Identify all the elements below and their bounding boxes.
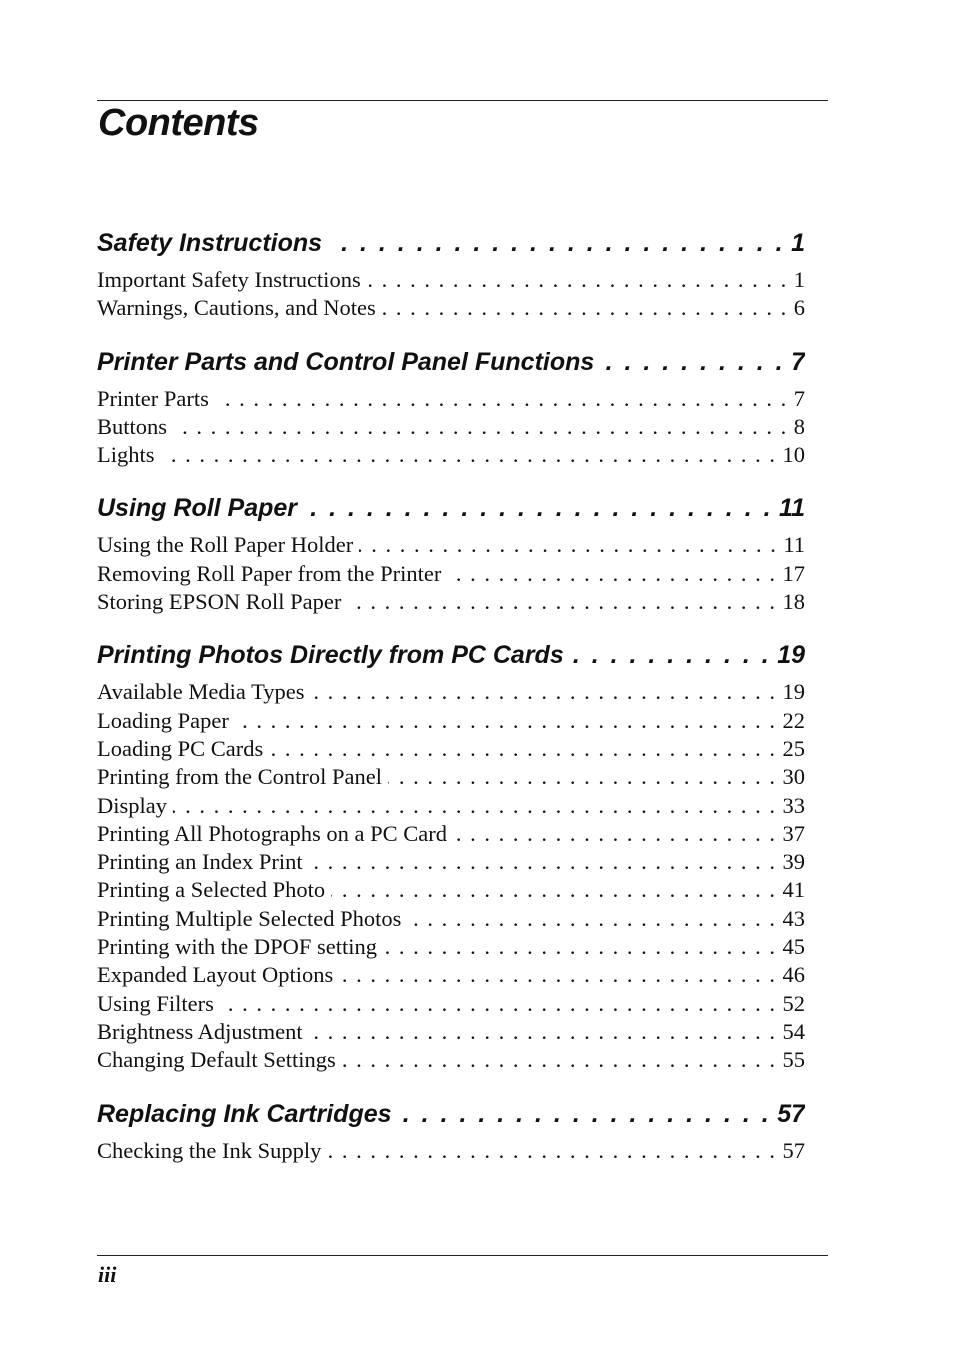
entry-page-number: 52 <box>782 990 805 1016</box>
section-title: Printing Photos Directly from PC Cards <box>97 641 564 670</box>
entry-title: Using the Roll Paper Holder <box>97 532 354 558</box>
toc-section-heading[interactable] <box>97 222 805 264</box>
entry-title: Checking the Ink Supply <box>97 1137 322 1163</box>
toc-section <box>97 634 805 1074</box>
dot-leader <box>309 848 777 876</box>
entry-page-number: 55 <box>782 1047 805 1073</box>
entry-title: Loading PC Cards <box>97 735 264 761</box>
toc-section-heading[interactable] <box>97 487 805 529</box>
toc-entry[interactable] <box>97 905 805 933</box>
entry-page-number: 10 <box>782 442 805 468</box>
toc-entry[interactable] <box>97 735 805 763</box>
entry-title: Important Safety Instructions <box>97 267 361 292</box>
toc-entry[interactable] <box>97 961 805 989</box>
dot-leader <box>383 933 776 961</box>
entry-title: Buttons <box>97 413 168 439</box>
dot-leader <box>173 413 788 441</box>
section-page-number: 57 <box>777 1099 805 1128</box>
entry-page-number: 33 <box>782 792 805 818</box>
toc-entry[interactable] <box>97 820 805 848</box>
dot-leader <box>382 294 788 322</box>
toc-entry[interactable] <box>97 707 805 735</box>
entry-title: Storing EPSON Roll Paper <box>97 589 342 615</box>
section-page-number: 7 <box>791 347 805 376</box>
dot-leader <box>398 1093 772 1135</box>
dot-leader <box>215 385 788 413</box>
toc-entry[interactable] <box>97 763 805 791</box>
toc-entry[interactable] <box>97 1018 805 1046</box>
toc-entry-list <box>97 385 805 470</box>
dot-leader <box>347 588 776 616</box>
entry-title: Printing All Photographs on a PC Card <box>97 820 448 846</box>
toc-entry-list <box>97 678 805 1074</box>
entry-title: Printing Multiple Selected Photos <box>97 905 402 931</box>
toc-entry[interactable] <box>97 560 805 588</box>
entry-page-number: 57 <box>782 1137 805 1163</box>
dot-leader <box>447 560 776 588</box>
entry-title: Removing Roll Paper from the Printer <box>97 560 442 586</box>
entry-page-number: 17 <box>782 560 805 586</box>
toc-section-heading[interactable] <box>97 1093 805 1135</box>
entry-page-number: 25 <box>782 735 805 761</box>
toc-entry[interactable] <box>97 933 805 961</box>
section-title: Printer Parts and Control Panel Functions <box>97 347 595 376</box>
page-number: iii <box>98 1262 117 1287</box>
entry-title: Available Media Types <box>97 679 305 705</box>
toc-entry[interactable] <box>97 441 805 469</box>
entry-page-number: 37 <box>782 820 805 846</box>
entry-page-number: 30 <box>782 764 805 790</box>
toc-entry[interactable] <box>97 531 805 559</box>
entry-title: Display <box>97 792 167 818</box>
toc-entry[interactable] <box>97 792 805 820</box>
entry-page-number: 39 <box>782 849 805 875</box>
entry-page-number: 6 <box>793 295 805 321</box>
toc-entry[interactable] <box>97 588 805 616</box>
section-title: Replacing Ink Cartridges <box>97 1099 392 1128</box>
dot-leader <box>342 1046 777 1074</box>
toc-entry-list <box>97 1137 805 1165</box>
table-of-contents <box>97 222 805 1183</box>
dot-leader <box>235 707 777 735</box>
toc-entry[interactable] <box>97 876 805 904</box>
entry-page-number: 45 <box>782 934 805 960</box>
entry-title: Printing with the DPOF setting <box>97 934 378 960</box>
entry-page-number: 18 <box>782 589 805 615</box>
dot-leader <box>220 990 777 1018</box>
dot-leader <box>327 1137 776 1165</box>
dot-leader <box>453 820 776 848</box>
toc-entry[interactable] <box>97 1046 805 1074</box>
entry-title: Expanded Layout Options <box>97 962 334 988</box>
dot-leader <box>388 763 777 791</box>
dot-leader <box>367 266 788 294</box>
dot-leader <box>359 531 777 559</box>
entry-title: Using Filters <box>97 990 214 1016</box>
entry-title: Changing Default Settings <box>97 1047 336 1073</box>
entry-title: Warnings, Cautions, and Notes <box>97 295 376 321</box>
toc-entry[interactable] <box>97 678 805 706</box>
toc-entry-list <box>97 531 805 616</box>
toc-section <box>97 222 805 323</box>
toc-entry[interactable] <box>97 990 805 1018</box>
toc-entry[interactable] <box>97 848 805 876</box>
entry-page-number: 54 <box>782 1018 805 1044</box>
section-page-number: 1 <box>791 229 805 257</box>
dot-leader <box>331 876 776 904</box>
entry-page-number: 22 <box>782 707 805 733</box>
entry-page-number: 1 <box>793 267 805 292</box>
dot-leader <box>161 441 777 469</box>
bottom-rule <box>97 1255 828 1256</box>
toc-entry-list <box>97 266 805 323</box>
entry-title: Lights <box>97 442 155 468</box>
section-title: Safety Instructions <box>97 229 323 257</box>
entry-title: Loading Paper <box>97 707 229 733</box>
entry-title: Printing an Index Print <box>97 849 303 875</box>
toc-section <box>97 1093 805 1165</box>
toc-entry[interactable] <box>97 266 805 294</box>
dot-leader <box>303 487 773 529</box>
toc-section-heading[interactable] <box>97 634 805 676</box>
entry-page-number: 8 <box>793 413 805 439</box>
dot-leader <box>269 735 776 763</box>
entry-title: Printer Parts <box>97 385 209 411</box>
entry-page-number: 19 <box>782 679 805 705</box>
entry-page-number: 11 <box>783 532 805 558</box>
dot-leader <box>309 1018 777 1046</box>
section-page-number: 11 <box>779 494 805 523</box>
entry-page-number: 46 <box>782 962 805 988</box>
section-title: Using Roll Paper <box>97 494 298 523</box>
dot-leader <box>173 792 777 820</box>
entry-page-number: 7 <box>793 385 805 411</box>
section-page-number: 19 <box>777 641 805 670</box>
entry-title: Printing a Selected Photo <box>97 877 326 903</box>
toc-section-heading[interactable] <box>97 341 805 383</box>
entry-title: Printing from the Control Panel <box>97 764 382 790</box>
entry-title: Brightness Adjustment <box>97 1018 303 1044</box>
toc-entry[interactable] <box>97 294 805 322</box>
dot-leader <box>570 634 771 676</box>
toc-entry[interactable] <box>97 413 805 441</box>
dot-leader <box>339 961 776 989</box>
dot-leader <box>311 678 777 706</box>
entry-page-number: 41 <box>782 877 805 903</box>
dot-leader <box>600 341 785 383</box>
toc-entry[interactable] <box>97 1137 805 1165</box>
toc-section <box>97 341 805 470</box>
toc-section <box>97 487 805 616</box>
entry-page-number: 43 <box>782 905 805 931</box>
page-title: Contents <box>98 102 259 144</box>
dot-leader <box>407 905 776 933</box>
dot-leader <box>328 222 785 264</box>
toc-entry[interactable] <box>97 385 805 413</box>
